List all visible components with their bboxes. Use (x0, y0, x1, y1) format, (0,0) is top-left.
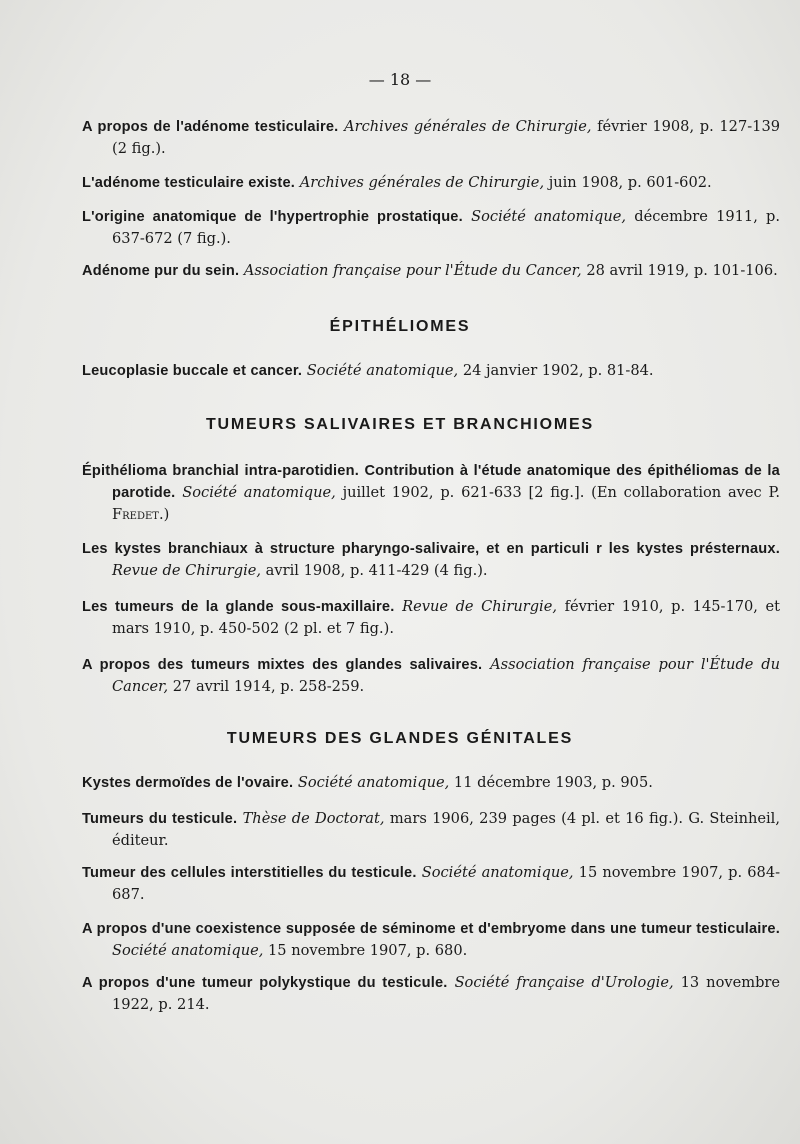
entry-source: Association française pour l'Étude du Cancer, (112, 656, 780, 695)
entry-details: 11 décembre 1903, p. 905. (453, 774, 653, 791)
section-heading-genitales: TUMEURS DES GLANDES GÉNITALES (226, 730, 574, 747)
entry-title: L'origine anatomique de l'hypertrophie prostatique. (82, 209, 463, 225)
entry-title: Tumeur des cellules interstitielles du testicule. (82, 865, 417, 881)
bib-entry (82, 116, 780, 159)
entry-details: février 1910, p. 145-170, et mars 1910, p. 450-502 (2 pl. et 7 fig.). (112, 598, 781, 637)
entry-source: Archives générales de Chirurgie, (299, 174, 545, 191)
entry-title: L'adénome testiculaire existe. (82, 175, 296, 191)
bib-entry (82, 918, 780, 961)
section-heading-salivaires: TUMEURS SALIVAIRES ET BRANCHIOMES (205, 416, 594, 433)
entry-details: juin 1908, p. 601-602. (548, 174, 712, 191)
bib-entry (82, 654, 780, 697)
entry-source: Société anatomique, (471, 208, 627, 225)
entry-details: 27 avril 1914, p. 258-259. (172, 678, 365, 695)
bib-entry (82, 172, 780, 194)
bib-entry (82, 360, 780, 382)
entry-details: avril 1908, p. 411-429 (4 fig.). (265, 562, 488, 579)
entry-source: Société anatomique, (182, 484, 336, 501)
entry-details: 13 novembre 1922, p. 214. (112, 974, 781, 1013)
section-heading-epitheliomes: ÉPITHÉLIOMES (329, 318, 471, 335)
entry-details-end: .) (158, 506, 170, 523)
bib-entry (82, 460, 780, 525)
entry-source: Association française pour l'Étude du Cancer, (243, 262, 582, 279)
bib-entry (82, 260, 780, 282)
entry-source: Société anatomique, (297, 774, 450, 791)
bib-entry (82, 972, 780, 1015)
entry-title: A propos de l'adénome testiculaire. (82, 119, 339, 135)
bib-entry (82, 206, 780, 249)
page-number: — 18 — (368, 70, 432, 89)
entry-source: Revue de Chirurgie, (402, 598, 558, 615)
entry-title: Les kystes branchiaux à structure pharyngo-salivaire, et en particuli r les kystes présternaux. (82, 541, 780, 557)
entry-title: A propos d'une tumeur polykystique du testicule. (82, 975, 448, 991)
entry-details: 15 novembre 1907, p. 680. (268, 942, 468, 959)
entry-source: Société anatomique, (306, 362, 459, 379)
bib-entry (82, 862, 780, 905)
bib-entry (82, 772, 780, 794)
entry-collaborator: P. Fredet (112, 484, 781, 523)
entry-title: Adénome pur du sein. (82, 263, 240, 279)
entry-details: mars 1906, 239 pages (4 pl. et 16 fig.). G. Steinheil, éditeur. (112, 810, 780, 849)
bib-entry (82, 596, 780, 639)
entry-title: Épithélioma branchial intra-parotidien. Contribution à l'étude anatomique des épithéliomas de la parotide. (82, 463, 780, 501)
entry-source: Thèse de Doctorat, (242, 810, 385, 827)
entry-details: juillet 1902, p. 621-633 [2 fig.]. (En collaboration avec (342, 484, 762, 501)
entry-title: Les tumeurs de la glande sous-maxillaire. (82, 599, 395, 615)
entry-source: Société anatomique, (421, 864, 574, 881)
entry-title: Leucoplasie buccale et cancer. (82, 363, 303, 379)
entry-source: Revue de Chirurgie, (112, 562, 262, 579)
bib-entry (82, 808, 780, 851)
entry-source: Société française d'Urologie, (454, 974, 674, 991)
entry-source: Société anatomique, (112, 942, 264, 959)
entry-details: 28 avril 1919, p. 101-106. (586, 262, 778, 279)
entry-title: A propos des tumeurs mixtes des glandes salivaires. (82, 657, 483, 673)
entry-source: Archives générales de Chirurgie, (344, 118, 592, 135)
entry-details: février 1908, p. 127-139 (2 fig.). (112, 118, 781, 157)
entry-title: Tumeurs du testicule. (82, 811, 238, 827)
entry-details: 15 novembre 1907, p. 684-687. (112, 864, 781, 903)
entry-details: décembre 1911, p. 637-672 (7 fig.). (112, 208, 781, 247)
entry-title: A propos d'une coexistence supposée de séminome et d'embryome dans une tumeur testiculaire. (82, 921, 780, 937)
entry-title: Kystes dermoïdes de l'ovaire. (82, 775, 294, 791)
entry-details: 24 janvier 1902, p. 81-84. (462, 362, 654, 379)
bib-entry (82, 538, 780, 581)
